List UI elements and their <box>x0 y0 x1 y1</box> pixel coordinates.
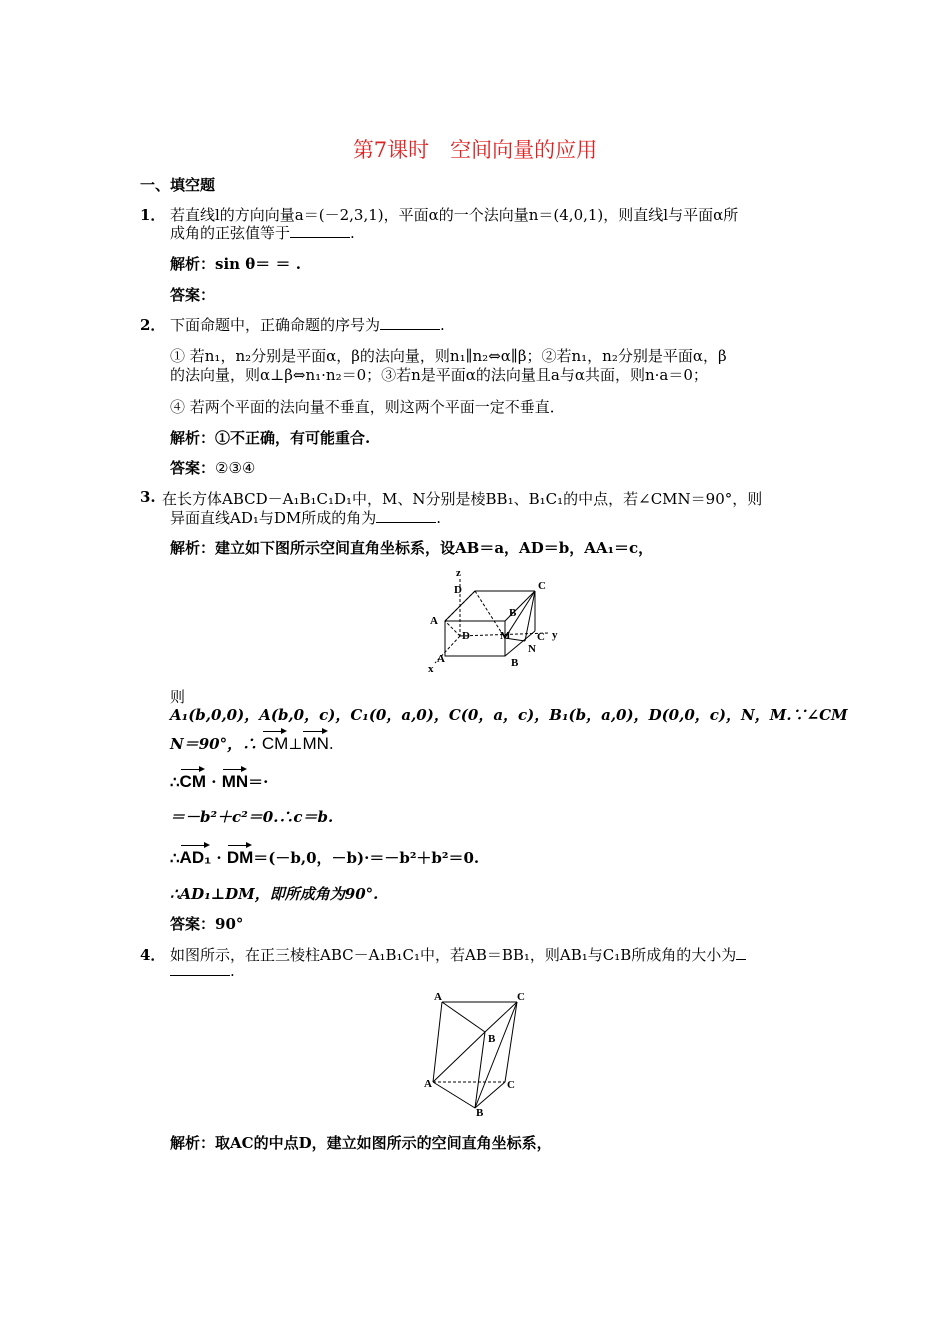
label-C1: C <box>517 991 525 1003</box>
label-B: B <box>476 1107 484 1118</box>
label-N: N <box>528 643 536 655</box>
q2-prop3: ④ 若两个平面的法向量不垂直，则这两个平面一定不垂直． <box>170 398 565 416</box>
label-A1: A <box>434 991 442 1003</box>
label-B1: B <box>488 1033 496 1045</box>
q2-prop1: ① 若n₁，n₂分别是平面α，β的法向量，则n₁∥n₂⇔α∥β；②若n₁，n₂分别是平面α，β <box>170 347 727 365</box>
q4-number: 4． <box>140 946 166 964</box>
q3-step4: ∴AD₁⊥DM，即所成角为90°. <box>170 885 379 903</box>
label-C: C <box>538 580 546 592</box>
q4-line2: . <box>170 962 235 980</box>
label-D1: D <box>462 630 470 642</box>
q3-ze: 则 <box>170 688 186 706</box>
label-M: M <box>500 630 511 642</box>
label-C: C <box>507 1079 515 1091</box>
label-x: x <box>428 663 434 675</box>
q3-line1: 在长方体ABCD－A₁B₁C₁D₁中，M、N分别是棱BB₁、B₁C₁的中点，若∠CMN＝90°，则 <box>162 490 763 508</box>
q3-coords: A₁(b,0,0)，A(b,0，c)，C₁(0，a,0)，C(0，a，c)，B₁(b，a,0)，D(0,0，c)，N，M.∵∠CM <box>170 706 848 724</box>
label-A: A <box>424 1078 432 1090</box>
section-heading: 一、填空题 <box>140 176 216 194</box>
vector-dm: DM <box>227 842 253 868</box>
q2-line1: 下面命题中，正确命题的序号为 . <box>170 316 445 334</box>
label-y: y <box>552 629 558 641</box>
label-B: B <box>509 607 517 619</box>
label-C1: C <box>537 631 545 643</box>
label-D: D <box>454 584 462 596</box>
label-B1: B <box>511 657 519 669</box>
q2-analysis: 解析：①不正确，有可能重合. <box>170 429 371 447</box>
cuboid-figure <box>420 566 565 676</box>
q1-line2: 成角的正弦值等于 . <box>170 224 355 242</box>
q4-line1: 如图所示，在正三棱柱ABC－A₁B₁C₁中，若AB＝BB₁，则AB₁与C₁B所成角的大小为 <box>170 944 746 965</box>
q3-line2: 异面直线AD₁与DM所成的角为 . <box>170 509 442 527</box>
q3-coords2: N＝90°，∴ CM⊥MN. <box>170 728 334 754</box>
q3-analysis: 解析：建立如下图所示空间直角坐标系，设AB＝a，AD＝b，AA₁＝c， <box>170 539 654 557</box>
q3-number: 3. <box>140 488 156 506</box>
q2-answer: 答案：②③④ <box>170 459 256 477</box>
q3-step2: ＝－b²＋c²＝0.∴c＝b. <box>170 808 334 826</box>
q3-step3: ∴AD₁ · DM＝(－b,0，－b)·＝－b²＋b²＝0. <box>170 842 479 868</box>
label-A1: A <box>437 653 445 665</box>
vector-cm: CM <box>262 728 288 754</box>
q4-analysis: 解析：取AC的中点D，建立如图所示的空间直角坐标系， <box>170 1134 552 1152</box>
label-A: A <box>430 615 438 627</box>
vector-mn: MN <box>302 728 328 754</box>
q1-analysis: 解析：sin θ＝ ＝ . <box>170 255 301 273</box>
q1-number: 1． <box>140 206 166 224</box>
q3-step1: ∴CM · MN＝· <box>170 766 268 792</box>
prism-figure <box>420 990 540 1118</box>
q1-answer: 答案： <box>170 286 216 304</box>
page-title: 第7课时 空间向量的应用 <box>352 138 598 162</box>
q1-line1: 若直线l的方向向量a＝(－2,3,1)，平面α的一个法向量n＝(4,0,1)，则直线l与平面α所 <box>170 206 739 224</box>
q3-answer: 答案：90° <box>170 915 244 933</box>
vector-ad1: AD₁ <box>180 842 212 868</box>
q2-prop2: 的法向量，则α⊥β⇔n₁·n₂＝0；③若n是平面α的法向量且a与α共面，则n·a＝0； <box>170 366 708 384</box>
label-z: z <box>456 567 461 579</box>
q2-number: 2． <box>140 316 166 334</box>
